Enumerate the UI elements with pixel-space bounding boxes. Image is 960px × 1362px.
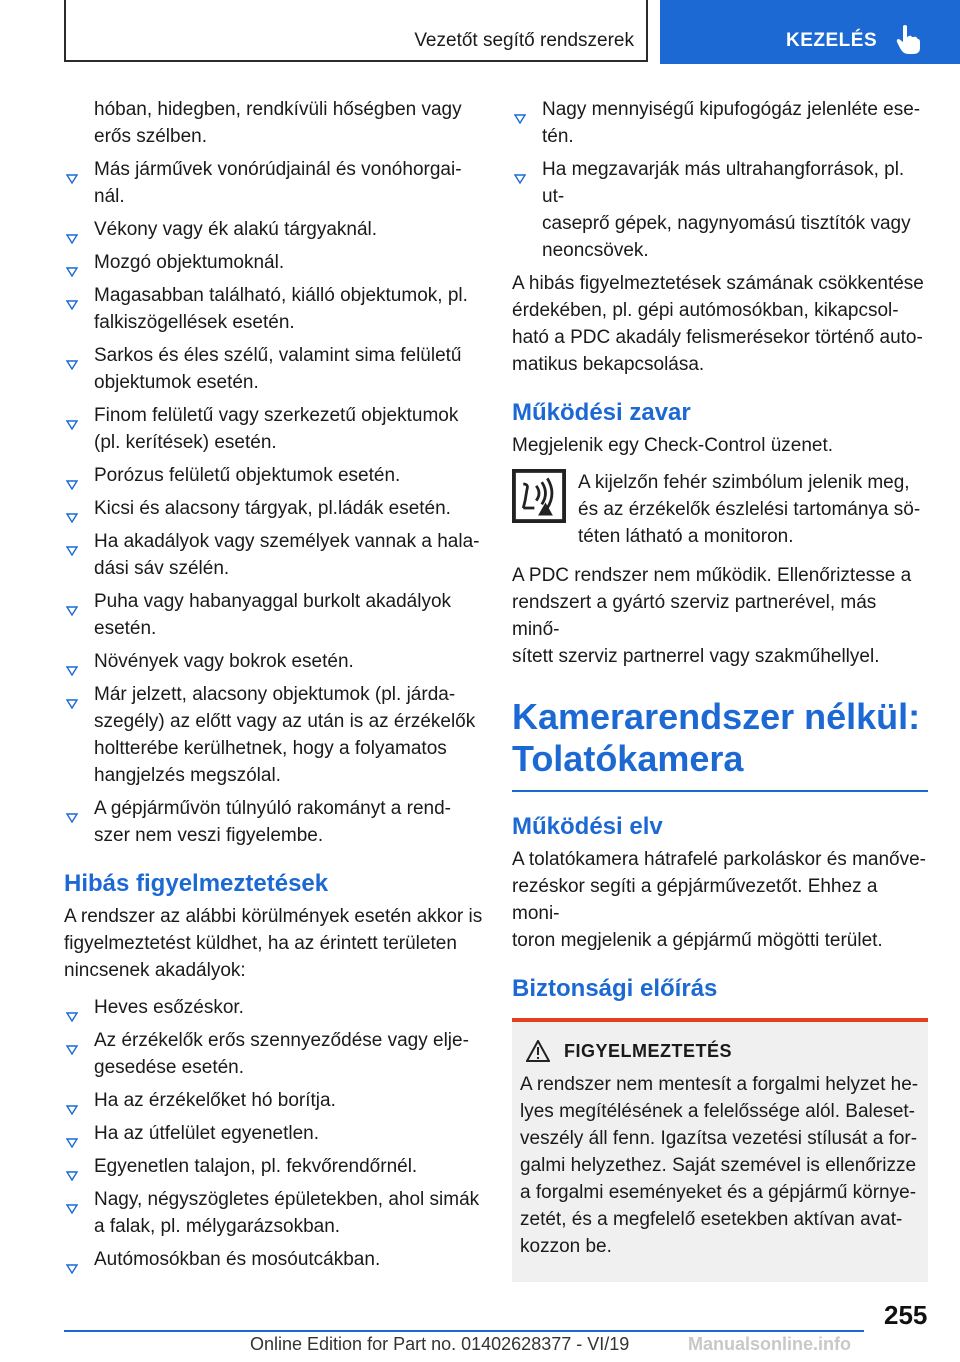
heading-malfunction: Működési zavar — [512, 399, 691, 426]
watermark: Manualsonline.info — [688, 1334, 852, 1354]
text-line: Egyenetlen talajon, pl. fekvőrendőrnél. — [94, 1156, 418, 1177]
text-line: Ha akadályok vagy személyek vannak a hala- — [94, 531, 480, 552]
bullet-triangle-icon — [66, 657, 78, 667]
list-item-text — [94, 1027, 484, 1081]
list-item-text — [94, 528, 484, 582]
list-item-text — [94, 216, 484, 243]
false-warning-list-continued — [512, 96, 928, 264]
page-number: 255 — [884, 1300, 928, 1330]
text-line: Nagy mennyiségű kipufogógáz jelenléte ese- — [542, 99, 921, 120]
bullet-triangle-icon — [66, 1195, 78, 1205]
list-item — [64, 1120, 484, 1147]
text-line: hóban, hidegben, rendkívüli hőségben vagy — [94, 99, 462, 120]
text-line: Puha vagy habanyaggal burkolt akadályok — [94, 591, 452, 612]
pdc-symbol-row — [512, 469, 928, 550]
list-item-text — [542, 96, 928, 150]
text-line: rendszert a gyártó szerviz partnerével, más minő- — [512, 592, 877, 640]
heading-principle: Működési elv — [512, 812, 663, 840]
text-line: Porózus felületű objektumok esetén. — [94, 465, 401, 486]
text-line: hangjelzés megszólal. — [94, 765, 281, 786]
warning-box — [512, 1018, 928, 1282]
list-item-text — [94, 795, 484, 849]
warning-triangle-icon — [526, 1040, 550, 1062]
list-item-text — [94, 1120, 484, 1147]
bullet-triangle-icon — [66, 804, 78, 814]
bullet-triangle-icon — [66, 1096, 78, 1106]
list-item — [64, 156, 484, 210]
header-chapter-box — [64, 0, 648, 62]
text-line: érdekében, pl. gépi autómosókban, kikapcsol- — [512, 300, 899, 321]
text-line: szegély) az előtt vagy az után is az érzékelők — [94, 711, 476, 732]
text-line: kozzon be. — [520, 1235, 612, 1257]
list-item-text — [94, 1153, 484, 1180]
bullet-triangle-icon — [66, 1129, 78, 1139]
text-line: Finom felületű vagy szerkezetű objektumok — [94, 405, 459, 426]
text-line: tén. — [542, 126, 574, 147]
text-line: esetén. — [94, 618, 157, 639]
warning-inner — [512, 1022, 928, 1282]
bullet-triangle-icon — [66, 504, 78, 514]
text-line: Tolatókamera — [512, 738, 744, 779]
heading-safety: Biztonsági előírás — [512, 974, 718, 1002]
pdc-sensor-icon — [512, 469, 566, 523]
list-item-text — [94, 402, 484, 456]
text-line: sített szerviz partnerrel vagy szakműhellyel. — [512, 646, 880, 667]
text-line: a forgalmi eseményeket és a gépjármű környe- — [520, 1181, 917, 1203]
list-item — [64, 648, 484, 675]
list-item-text — [94, 249, 484, 276]
text-line: Ha az érzékelőket hó borítja. — [94, 1090, 336, 1111]
heading-camera-system — [512, 696, 928, 780]
text-line: falkiszögellések esetén. — [94, 312, 295, 333]
text-line: a falak, pl. mélygarázsokban. — [94, 1216, 341, 1237]
intro-continuation — [64, 96, 484, 150]
left-column — [64, 96, 484, 1279]
text-line: szer nem veszi figyelembe. — [94, 825, 324, 846]
text-line: Kicsi és alacsony tárgyak, pl.ládák esetén. — [94, 498, 451, 519]
list-item-text — [94, 1087, 484, 1114]
text-line: gesedése esetén. — [94, 1057, 245, 1078]
header-section-tab — [660, 0, 960, 64]
list-item — [64, 1246, 484, 1273]
text-line: Már jelzett, alacsony objektumok (pl. járda- — [94, 684, 456, 705]
list-item — [64, 1153, 484, 1180]
text-line: nincsenek akadályok: — [64, 960, 246, 981]
list-item — [64, 495, 484, 522]
false-warning-list — [64, 994, 484, 1273]
chapter-title: Vezetőt segítő rendszerek — [414, 30, 634, 51]
list-item-text — [94, 342, 484, 396]
footer-rule — [64, 1330, 864, 1332]
text-line: ható a PDC akadály felismerésekor történő auto- — [512, 327, 923, 348]
text-line: és az érzékelők észlelési tartománya sö- — [578, 499, 921, 520]
text-line: A rendszer az alábbi körülmények esetén akkor is — [64, 906, 483, 927]
list-item — [64, 1027, 484, 1081]
text-line: Heves esőzéskor. — [94, 997, 244, 1018]
text-line: toron megjelenik a gépjármű mögötti terület. — [512, 929, 883, 951]
text-line: téten látható a monitoron. — [578, 526, 794, 547]
bullet-triangle-icon — [66, 351, 78, 361]
text-line: Az érzékelők erős szennyeződése vagy elje- — [94, 1030, 469, 1051]
heading-false-warnings: Hibás figyelmeztetések — [64, 870, 329, 897]
text-line: A PDC rendszer nem működik. Ellenőriztesse a — [512, 565, 912, 586]
warning-text — [520, 1071, 920, 1260]
text-line: holtterébe kerülhetnek, hogy a folyamatos — [94, 738, 447, 759]
para-principle — [512, 846, 928, 954]
footer-edition: Online Edition for Part no. 01402628377 - VI/19 — [250, 1334, 630, 1354]
text-line: galmi helyzethez. Saját szemével is ellenőrizze — [520, 1154, 917, 1176]
list-item — [64, 249, 484, 276]
text-line: Autómosókban és mosóutcákban. — [94, 1249, 381, 1270]
text-line: A tolatókamera hátrafelé parkoláskor és manőve- — [512, 848, 926, 870]
bullet-triangle-icon — [66, 1003, 78, 1013]
list-item — [64, 994, 484, 1021]
para-reduce-warnings — [512, 270, 928, 378]
bullet-triangle-icon — [66, 597, 78, 607]
text-line: lyes megítélésének a felelőssége alól. Baleset- — [520, 1100, 916, 1122]
text-line: dási sáv szélén. — [94, 558, 230, 579]
text-line: rezéskor segíti a gépjárművezetőt. Ehhez a moni- — [512, 875, 878, 924]
bullet-triangle-icon — [514, 165, 526, 175]
conditions-list — [64, 156, 484, 849]
text-line: zetét, és a megfelelő esetekben aktívan avat- — [520, 1208, 903, 1230]
list-item — [64, 1087, 484, 1114]
bullet-triangle-icon — [66, 165, 78, 175]
text-line: Növények vagy bokrok esetén. — [94, 651, 354, 672]
text-line: (pl. kerítések) esetén. — [94, 432, 277, 453]
text-line: A rendszer nem mentesít a forgalmi helyzet he- — [520, 1073, 919, 1095]
list-item-text — [94, 1186, 484, 1240]
section-label: KEZELÉS — [786, 30, 878, 51]
bullet-triangle-icon — [66, 291, 78, 301]
text-line: Más járművek vonórúdjainál és vonóhorgai- — [94, 159, 462, 180]
list-item — [64, 1186, 484, 1240]
list-item-text — [94, 1246, 484, 1273]
list-item-text — [94, 495, 484, 522]
list-item — [64, 681, 484, 789]
text-line: nál. — [94, 186, 125, 207]
text-line: Ha az útfelület egyenetlen. — [94, 1123, 319, 1144]
list-item — [64, 588, 484, 642]
hand-pointer-icon — [896, 24, 920, 54]
bullet-triangle-icon — [66, 258, 78, 268]
bullet-triangle-icon — [66, 1036, 78, 1046]
list-item-text — [94, 282, 484, 336]
text-line: veszély áll fenn. Igazítsa vezetési stílusát a for- — [520, 1127, 918, 1149]
para-false-warnings — [64, 903, 484, 984]
heading-rule — [512, 790, 928, 792]
text-line: Vékony vagy ék alakú tárgyaknál. — [94, 219, 378, 240]
bullet-triangle-icon — [66, 537, 78, 547]
para-pdc-fault — [512, 562, 928, 670]
para-malfunction: Megjelenik egy Check-Control üzenet. — [512, 435, 834, 456]
text-line: A kijelzőn fehér szimbólum jelenik meg, — [578, 472, 910, 493]
text-line: A gépjárművön túlnyúló rakományt a rend- — [94, 798, 451, 819]
text-line: Nagy, négyszögletes épületekben, ahol simák — [94, 1189, 480, 1210]
list-item — [64, 216, 484, 243]
list-item-text — [94, 156, 484, 210]
text-line: neoncsövek. — [542, 240, 649, 261]
text-line: matikus bekapcsolása. — [512, 354, 705, 375]
bullet-triangle-icon — [514, 105, 526, 115]
bullet-triangle-icon — [66, 225, 78, 235]
right-column — [512, 96, 928, 1282]
list-item — [64, 282, 484, 336]
list-item-text — [94, 462, 484, 489]
text-line: objektumok esetén. — [94, 372, 259, 393]
text-line: A hibás figyelmeztetések számának csökkentése — [512, 273, 924, 294]
list-item — [512, 156, 928, 264]
text-line: Sarkos és éles szélű, valamint sima felületű — [94, 345, 462, 366]
list-item-text — [94, 588, 484, 642]
warning-title-row — [520, 1038, 920, 1065]
list-item-text — [542, 156, 928, 264]
list-item-text — [94, 681, 484, 789]
text-line: erős szélben. — [94, 126, 208, 147]
list-item-text — [94, 648, 484, 675]
list-item — [64, 462, 484, 489]
list-item — [64, 402, 484, 456]
text-line: Kamerarendszer nélkül: — [512, 696, 921, 737]
pdc-symbol-text — [578, 469, 928, 550]
text-line: caseprő gépek, nagynyomású tisztítók vagy — [542, 213, 911, 234]
list-item — [64, 528, 484, 582]
bullet-triangle-icon — [66, 471, 78, 481]
list-item-text — [94, 994, 484, 1021]
list-item — [64, 795, 484, 849]
list-item — [512, 96, 928, 150]
text-line: Mozgó objektumoknál. — [94, 252, 285, 273]
list-item — [64, 342, 484, 396]
warning-title: FIGYELMEZTETÉS — [564, 1040, 733, 1061]
bullet-triangle-icon — [66, 1162, 78, 1172]
text-line: Ha megzavarják más ultrahangforrások, pl. ut- — [542, 159, 905, 207]
bullet-triangle-icon — [66, 690, 78, 700]
bullet-triangle-icon — [66, 1255, 78, 1265]
bullet-triangle-icon — [66, 411, 78, 421]
text-line: Magasabban található, kiálló objektumok, pl. — [94, 285, 468, 306]
text-line: figyelmeztetést küldhet, ha az érintett területen — [64, 933, 457, 954]
